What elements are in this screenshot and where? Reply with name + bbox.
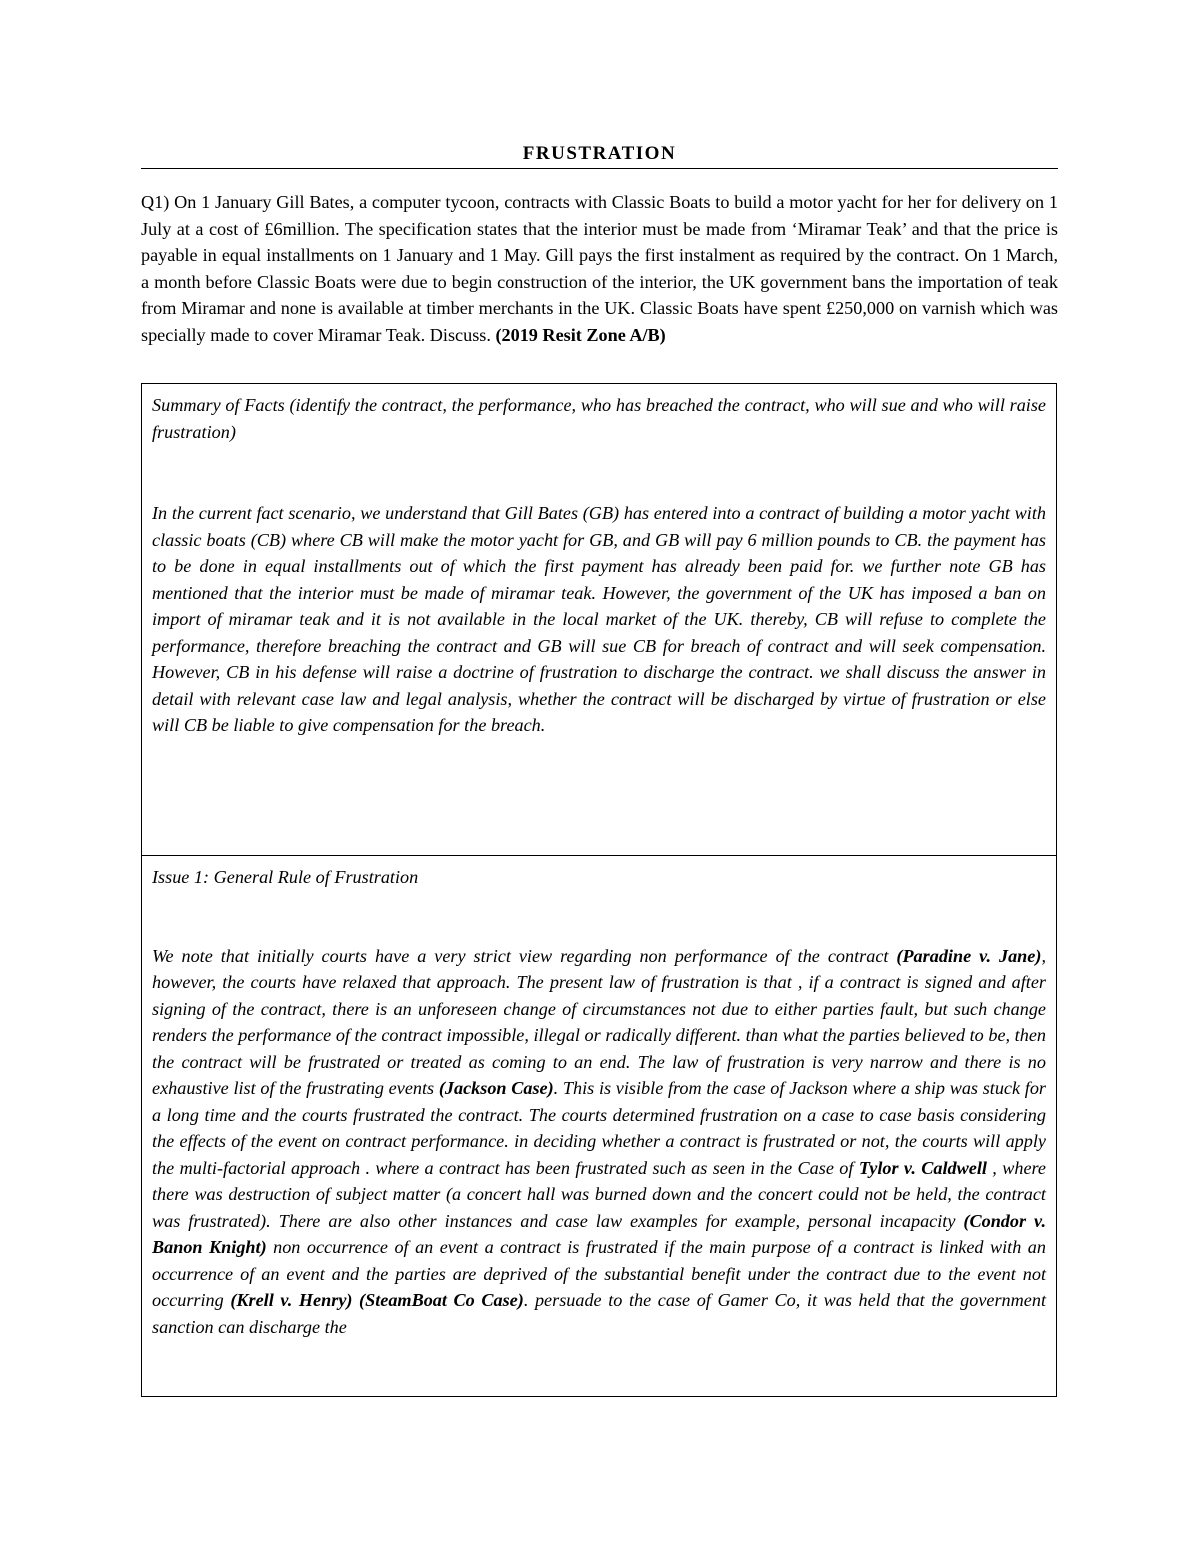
case-citation: (Krell v. Henry) (SteamBoat Co Case): [230, 1290, 524, 1310]
case-citation: (Jackson Case): [438, 1078, 554, 1098]
question-reference: (2019 Resit Zone A/B): [495, 324, 666, 345]
issue-1-segment: We note that initially courts have a very strict view regarding non performance of the contract: [152, 945, 897, 966]
issue-1-segment: , where there was destruction of subject matter (a concert hall was burned down and the concert could not be held, the contract was frustrated). There are also other instances and case law examples for example, personal incapacity: [152, 1157, 1046, 1231]
issue-1-segment: . persuade to the case of Gamer Co, it was held that the government sanction can discharge the: [152, 1290, 1046, 1337]
title-underline: [141, 168, 1058, 169]
document-title: FRUSTRATION: [522, 143, 677, 164]
question-body: Q1) On 1 January Gill Bates, a computer tycoon, contracts with Classic Boats to build a motor yacht for her for delivery on 1 July at a cost of £6million. The specification states that the interior must be made from ‘Miramar Teak’ and that the price is payable in equal installments on 1 January and 1 May. Gill pays the first instalment as required by the contract. On 1 March, a month before Classic Boats were due to begin construction of the interior, the UK government bans the importation of teak from Miramar and none is available at timber merchants in the UK. Classic Boats have spent £250,000 on varnish which was specially made to cover Miramar Teak. Discuss.: [141, 192, 1058, 345]
question-text: [141, 189, 1058, 348]
summary-of-facts-body: In the current fact scenario, we understand that Gill Bates (GB) has entered into a contract of building a motor yacht with classic boats (CB) where CB will make the motor yacht for GB, and GB will pay 6 million pounds to CB. the payment has to be done in equal installments out of which the first payment has already been paid for. we further note GB has mentioned that the interior must be made of miramar teak. However, the government of the UK has imposed a ban on import of miramar teak and it is not available in the local market of the UK. thereby, CB will refuse to complete the performance, therefore breaching the contract and GB will sue CB for breach of contract and will seek compensation. However, CB in his defense will raise a doctrine of frustration to discharge the contract. we shall discuss the answer in detail with relevant case law and legal analysis, whether the contract will be discharged by virtue of frustration or else will CB be liable to give compensation for the breach.: [152, 503, 1046, 735]
case-citation: (Condor v. Banon Knight): [152, 1210, 1046, 1257]
issue-1-segment: . This is visible from the case of Jackson where a ship was stuck for a long time and the courts frustrated the contract. The courts determined frustration on a case to case basis considering the effects of the event on contract performance. in deciding whether a contract is frustrated or not, the courts will apply the multi-factorial approach . where a contract has been frustrated such as seen in the Case of: [152, 1078, 1046, 1178]
summary-of-facts-heading: Summary of Facts (identify the contract, the performance, who has breached the contract, who will sue and who will raise frustration): [152, 395, 1046, 442]
summary-of-facts-box: [141, 383, 1057, 856]
issue-1-segment: , however, the courts have relaxed that approach. The present law of frustration is that , if a contract is signed and after signing of the contract, there is an unforeseen change of circumstances not due to either parties fault, but such change renders the performance of the contract impossible, illegal or radically different. than what the parties believed to be, then the contract will be frustrated or treated as coming to an end. The law of frustration is very narrow and there is no exhaustive list of the frustrating events: [152, 945, 1046, 1098]
issue-1-body: [152, 943, 1046, 1341]
issue-1-segment: non occurrence of an event a contract is frustrated if the main purpose of a contract is linked with an occurrence of an event and the parties are deprived of the substantial benefit under the contract due to the event not occurring: [152, 1237, 1046, 1310]
case-citation: Tylor v. Caldwell: [858, 1157, 987, 1178]
issue-1-heading: Issue 1: General Rule of Frustration: [152, 867, 419, 887]
issue-1-box: [141, 855, 1057, 1397]
case-citation: (Paradine v. Jane): [896, 945, 1042, 966]
